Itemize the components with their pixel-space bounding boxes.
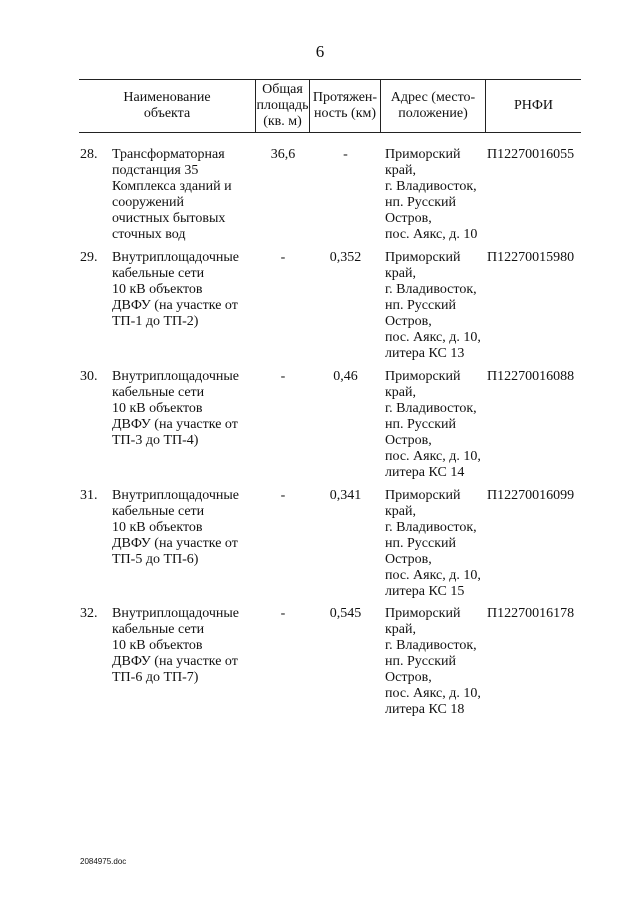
row-address: Приморский край, г. Владивосток, нп. Русский Остров, пос. Аякс, д. 10 xyxy=(385,147,478,242)
row-rnfi: П12270016055 xyxy=(487,147,575,162)
row-address: Приморский край, г. Владивосток, нп. Русский Остров, пос. Аякс, д. 10, литера КС 18 xyxy=(385,606,481,717)
row-length: 0,46 xyxy=(333,369,358,384)
row-name: Внутриплощадочные кабельные сети 10 кВ объектов ДВФУ (на участке от ТП-6 до ТП-7) xyxy=(112,606,239,685)
row-rnfi: П12270016178 xyxy=(487,606,575,621)
row-rnfi: П12270016099 xyxy=(487,488,575,503)
document-filename: 2084975.doc xyxy=(80,857,127,866)
row-name: Внутриплощадочные кабельные сети 10 кВ объектов ДВФУ (на участке от ТП-3 до ТП-4) xyxy=(112,369,239,448)
row-rnfi: П12270015980 xyxy=(487,250,575,265)
row-address: Приморский край, г. Владивосток, нп. Русский Остров, пос. Аякс, д. 10, литера КС 13 xyxy=(385,250,481,361)
page-number: 6 xyxy=(315,42,325,61)
row-area: 36,6 xyxy=(270,147,296,162)
row-name: Внутриплощадочные кабельные сети 10 кВ объектов ДВФУ (на участке от ТП-5 до ТП-6) xyxy=(112,488,239,567)
header-area: Общая площадь (кв. м) xyxy=(255,80,309,132)
header-name: Наименование объекта xyxy=(123,90,211,121)
row-length: 0,545 xyxy=(329,606,362,621)
row-length: 0,341 xyxy=(329,488,362,503)
row-area: - xyxy=(280,250,286,265)
row-area: - xyxy=(280,606,286,621)
header-address: Адрес (место- положение) xyxy=(380,80,485,132)
row-length: 0,352 xyxy=(329,250,362,265)
table-header xyxy=(79,79,581,133)
header-length: Протяжен- ность (км) xyxy=(309,80,380,132)
row-area: - xyxy=(280,488,286,503)
row-number: 29. xyxy=(80,250,98,265)
row-address: Приморский край, г. Владивосток, нп. Русский Остров, пос. Аякс, д. 10, литера КС 15 xyxy=(385,488,481,599)
header-rnfi: РНФИ xyxy=(485,80,581,132)
row-number: 30. xyxy=(80,369,98,384)
row-name: Трансформаторная подстанция 35 Комплекса зданий и сооружений очистных бытовых сточных вод xyxy=(112,147,232,242)
row-address: Приморский край, г. Владивосток, нп. Русский Остров, пос. Аякс, д. 10, литера КС 14 xyxy=(385,369,481,480)
row-number: 28. xyxy=(80,147,98,162)
row-name: Внутриплощадочные кабельные сети 10 кВ объектов ДВФУ (на участке от ТП-1 до ТП-2) xyxy=(112,250,239,329)
row-area: - xyxy=(280,369,286,384)
row-rnfi: П12270016088 xyxy=(487,369,575,384)
row-number: 31. xyxy=(80,488,98,503)
row-number: 32. xyxy=(80,606,98,621)
row-length: - xyxy=(343,147,348,162)
